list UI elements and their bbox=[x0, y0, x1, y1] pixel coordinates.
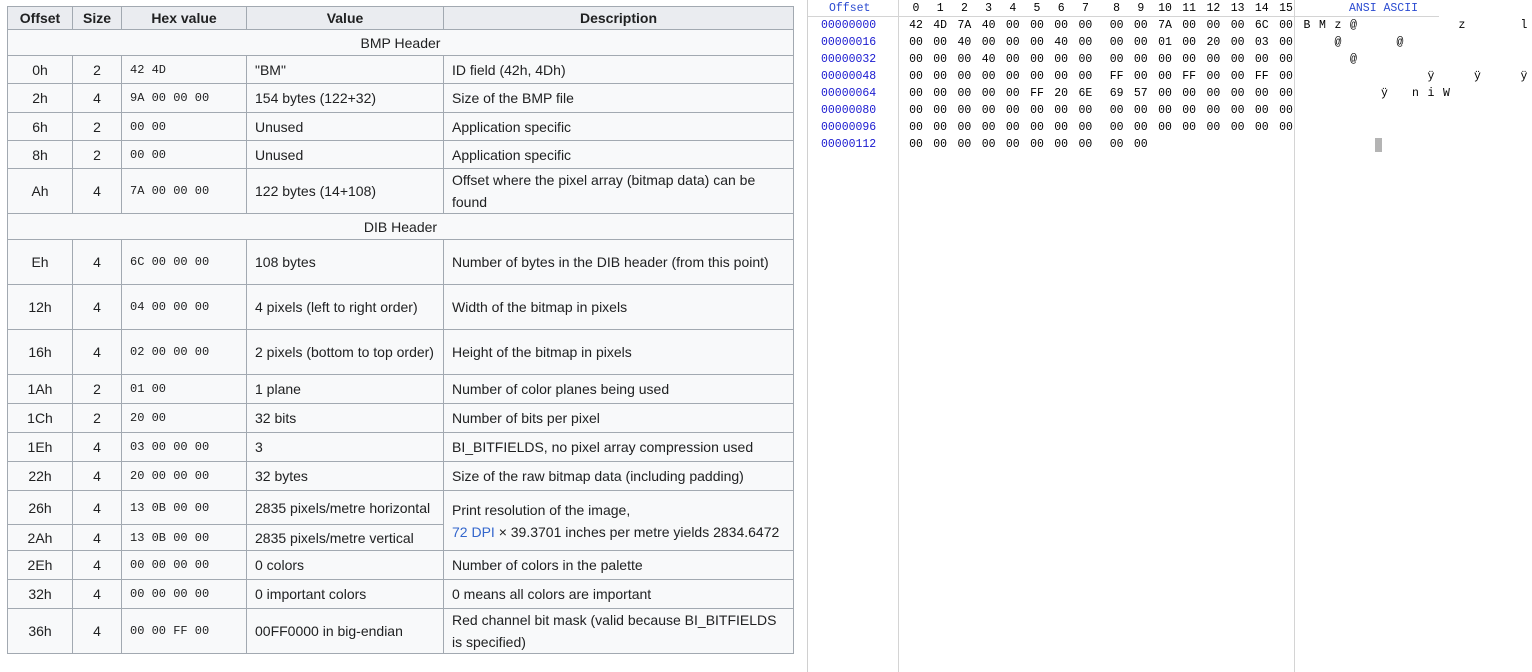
cell-size: 2 bbox=[73, 404, 122, 433]
hex-byte[interactable]: 00 bbox=[1133, 121, 1148, 134]
hex-byte[interactable]: 00 bbox=[981, 138, 996, 151]
hex-byte[interactable]: FF bbox=[1109, 70, 1124, 83]
hex-byte[interactable]: 00 bbox=[1279, 70, 1293, 83]
header-offset: Offset bbox=[8, 7, 73, 30]
byte-column-header: 0 bbox=[912, 2, 920, 15]
hex-byte[interactable]: 00 bbox=[1230, 104, 1245, 117]
hex-byte[interactable]: 40 bbox=[1054, 36, 1069, 49]
hex-byte[interactable]: 00 bbox=[957, 138, 972, 151]
hex-byte[interactable]: 00 bbox=[1254, 121, 1269, 134]
table-row bbox=[8, 169, 794, 214]
hex-byte[interactable]: 00 bbox=[1078, 36, 1093, 49]
cell-description: Width of the bitmap in pixels bbox=[444, 285, 794, 330]
cell-description: Number of bytes in the DIB header (from this point) bbox=[444, 240, 794, 285]
ascii-column-header: ANSI ASCII bbox=[1349, 2, 1419, 15]
hex-byte[interactable]: 00 bbox=[981, 121, 996, 134]
hex-byte[interactable]: 01 bbox=[1158, 36, 1172, 49]
hex-byte[interactable]: 00 bbox=[1206, 87, 1221, 100]
cell-offset: 36h bbox=[8, 609, 73, 654]
cell-offset: 26h bbox=[8, 491, 73, 525]
hex-byte[interactable]: 00 bbox=[1158, 70, 1172, 83]
cell-offset: 6h bbox=[8, 113, 73, 141]
section-title: BMP Header bbox=[8, 30, 794, 56]
cell-hex-value: 7A 00 00 00 bbox=[122, 169, 247, 214]
ascii-char[interactable]: n bbox=[1412, 87, 1419, 100]
cell-hex-value: 02 00 00 00 bbox=[122, 330, 247, 375]
byte-column-header: 8 bbox=[1113, 2, 1121, 15]
byte-column-header: 2 bbox=[960, 2, 968, 15]
hex-byte[interactable]: 00 bbox=[1109, 104, 1124, 117]
cell-size: 4 bbox=[73, 433, 122, 462]
cell-hex-value: 00 00 bbox=[122, 113, 247, 141]
cell-description: Size of the BMP file bbox=[444, 84, 794, 113]
row-offset: 00000016 bbox=[821, 36, 877, 49]
table-header-row bbox=[8, 7, 794, 30]
hex-byte[interactable]: 57 bbox=[1133, 87, 1148, 100]
description-text: × 39.3701 inches per metre yields 2834.6472 bbox=[498, 523, 780, 540]
header-hex-value: Hex value bbox=[122, 7, 247, 30]
hex-byte[interactable]: 00 bbox=[1109, 19, 1124, 32]
hex-byte[interactable]: 00 bbox=[1133, 104, 1148, 117]
hex-byte[interactable]: 00 bbox=[1005, 36, 1020, 49]
row-offset: 00000080 bbox=[821, 104, 877, 117]
hex-byte[interactable]: 00 bbox=[1230, 121, 1245, 134]
cell-description: BI_BITFIELDS, no pixel array compression used bbox=[444, 433, 794, 462]
cell-offset: 1Eh bbox=[8, 433, 73, 462]
hex-byte[interactable]: 00 bbox=[1279, 87, 1293, 100]
cell-description: Size of the raw bitmap data (including padding) bbox=[444, 462, 794, 491]
hex-byte[interactable]: 00 bbox=[1182, 87, 1197, 100]
hex-byte[interactable]: FF bbox=[1254, 70, 1269, 83]
cell-hex-value: 00 00 bbox=[122, 141, 247, 169]
cell-offset: 2Eh bbox=[8, 551, 73, 580]
cell-description: Offset where the pixel array (bitmap data) can be found bbox=[444, 169, 794, 214]
hex-byte[interactable]: 00 bbox=[1230, 87, 1245, 100]
row-offset: 00000064 bbox=[821, 87, 877, 100]
hex-byte[interactable]: 20 bbox=[1054, 87, 1069, 100]
hex-byte[interactable]: 00 bbox=[1206, 121, 1221, 134]
hex-byte[interactable]: 00 bbox=[1005, 53, 1020, 66]
hex-byte[interactable]: 00 bbox=[1158, 121, 1172, 134]
hex-byte[interactable]: 00 bbox=[909, 36, 923, 49]
byte-column-header: 4 bbox=[1009, 2, 1017, 15]
hex-byte[interactable]: 00 bbox=[1254, 87, 1269, 100]
hex-byte[interactable]: 00 bbox=[957, 87, 972, 100]
hex-byte[interactable]: 7A bbox=[1158, 19, 1172, 32]
hex-byte[interactable]: 00 bbox=[1182, 36, 1197, 49]
hex-byte[interactable]: 00 bbox=[933, 138, 948, 151]
cell-value: 2835 pixels/metre horizontal bbox=[247, 491, 444, 525]
hex-byte[interactable]: 00 bbox=[1005, 121, 1020, 134]
table-row bbox=[8, 375, 794, 404]
offset-column-header: Offset bbox=[829, 2, 871, 15]
hex-byte[interactable]: 00 bbox=[1005, 104, 1020, 117]
cell-hex-value: 00 00 00 00 bbox=[122, 580, 247, 609]
hex-byte[interactable]: 00 bbox=[1230, 70, 1245, 83]
hex-byte[interactable]: 00 bbox=[909, 70, 923, 83]
cell-size: 4 bbox=[73, 609, 122, 654]
table-row bbox=[8, 330, 794, 375]
ascii-char[interactable]: z bbox=[1458, 19, 1466, 32]
ascii-char[interactable]: @ bbox=[1350, 19, 1357, 32]
hex-byte[interactable]: 00 bbox=[1054, 70, 1069, 83]
hex-byte[interactable]: 00 bbox=[981, 87, 996, 100]
hex-byte[interactable]: 00 bbox=[1005, 87, 1020, 100]
cell-value: 108 bytes bbox=[247, 240, 444, 285]
cell-hex-value: 00 00 00 00 bbox=[122, 551, 247, 580]
hex-byte[interactable]: 00 bbox=[1078, 138, 1093, 151]
cell-hex-value: 9A 00 00 00 bbox=[122, 84, 247, 113]
hex-byte[interactable]: 00 bbox=[1230, 36, 1245, 49]
cell-offset: 8h bbox=[8, 141, 73, 169]
hex-byte[interactable]: 00 bbox=[1109, 53, 1124, 66]
cell-value: 2 pixels (bottom to top order) bbox=[247, 330, 444, 375]
hex-byte[interactable]: 00 bbox=[933, 70, 948, 83]
hex-byte[interactable]: 40 bbox=[981, 53, 996, 66]
hex-byte[interactable]: 00 bbox=[1005, 138, 1020, 151]
hex-byte[interactable]: 00 bbox=[1109, 121, 1124, 134]
hex-byte[interactable]: 00 bbox=[909, 53, 923, 66]
byte-column-header: 15 bbox=[1279, 2, 1293, 15]
table-row bbox=[8, 609, 794, 654]
table-row bbox=[8, 56, 794, 84]
hex-byte[interactable]: 00 bbox=[1078, 121, 1093, 134]
cell-value: 2835 pixels/metre vertical bbox=[247, 525, 444, 551]
hex-byte[interactable]: 00 bbox=[1005, 19, 1020, 32]
cell-size: 2 bbox=[73, 56, 122, 84]
hex-byte[interactable]: 40 bbox=[981, 19, 996, 32]
byte-column-header: 12 bbox=[1206, 2, 1221, 15]
ascii-char[interactable]: @ bbox=[1396, 36, 1404, 49]
cell-hex-value: 01 00 bbox=[122, 375, 247, 404]
cell-value: 32 bytes bbox=[247, 462, 444, 491]
byte-column-header: 1 bbox=[936, 2, 944, 15]
cell-offset: 22h bbox=[8, 462, 73, 491]
row-offset: 00000032 bbox=[821, 53, 877, 66]
hex-byte[interactable]: 00 bbox=[933, 53, 948, 66]
table-row bbox=[8, 404, 794, 433]
byte-column-header: 11 bbox=[1182, 2, 1197, 15]
ascii-char[interactable]: M bbox=[1319, 19, 1326, 32]
hex-byte[interactable]: 00 bbox=[1030, 70, 1044, 83]
row-offset: 00000096 bbox=[821, 121, 877, 134]
hex-byte[interactable]: 00 bbox=[1206, 104, 1221, 117]
hex-byte[interactable]: 00 bbox=[1030, 138, 1044, 151]
hex-byte[interactable]: 00 bbox=[909, 104, 923, 117]
hex-byte[interactable]: 00 bbox=[1182, 53, 1197, 66]
hex-byte[interactable]: 00 bbox=[1182, 121, 1197, 134]
cell-hex-value: 04 00 00 00 bbox=[122, 285, 247, 330]
byte-column-header: 5 bbox=[1033, 2, 1041, 15]
ascii-char[interactable]: ÿ bbox=[1381, 87, 1388, 100]
hex-byte[interactable]: 00 bbox=[1030, 53, 1044, 66]
hex-byte[interactable]: 00 bbox=[1054, 19, 1069, 32]
cell-value: 0 important colors bbox=[247, 580, 444, 609]
hex-byte[interactable]: 00 bbox=[957, 70, 972, 83]
table-row bbox=[8, 491, 794, 525]
cell-size: 4 bbox=[73, 330, 122, 375]
byte-column-header: 7 bbox=[1081, 2, 1089, 15]
ascii-column-divider bbox=[1294, 0, 1295, 672]
row-offset: 00000000 bbox=[821, 19, 877, 32]
hex-byte[interactable]: 00 bbox=[1158, 87, 1172, 100]
hex-byte[interactable]: 00 bbox=[957, 53, 972, 66]
hex-byte[interactable]: 00 bbox=[1279, 53, 1293, 66]
hex-editor-panel[interactable] bbox=[807, 0, 1528, 672]
cell-description: Application specific bbox=[444, 113, 794, 141]
cell-description: Number of bits per pixel bbox=[444, 404, 794, 433]
hex-byte[interactable]: 00 bbox=[1054, 138, 1069, 151]
cell-size: 2 bbox=[73, 113, 122, 141]
cell-description: Number of color planes being used bbox=[444, 375, 794, 404]
hex-byte[interactable]: 00 bbox=[1279, 36, 1293, 49]
cell-offset: 2Ah bbox=[8, 525, 73, 551]
hex-byte[interactable]: 00 bbox=[1030, 121, 1044, 134]
hex-byte[interactable]: 00 bbox=[1078, 53, 1093, 66]
hex-byte[interactable]: 69 bbox=[1109, 87, 1124, 100]
hex-byte[interactable]: 00 bbox=[1182, 104, 1197, 117]
hex-byte[interactable]: 00 bbox=[981, 36, 996, 49]
table-row bbox=[8, 141, 794, 169]
hex-byte[interactable]: 00 bbox=[1109, 36, 1124, 49]
hex-byte[interactable]: 00 bbox=[1054, 104, 1069, 117]
hex-byte[interactable]: 00 bbox=[1230, 19, 1245, 32]
cell-value: Unused bbox=[247, 141, 444, 169]
byte-column-header: 10 bbox=[1158, 2, 1172, 15]
hex-byte[interactable]: 4D bbox=[933, 19, 948, 32]
hex-byte[interactable]: 00 bbox=[1133, 138, 1148, 151]
hex-byte[interactable]: 00 bbox=[1054, 121, 1069, 134]
hex-byte[interactable]: 6C bbox=[1254, 19, 1269, 32]
hex-byte[interactable]: 00 bbox=[1030, 36, 1044, 49]
cell-offset: Eh bbox=[8, 240, 73, 285]
ascii-char[interactable]: i bbox=[1427, 87, 1435, 100]
hex-byte[interactable]: 00 bbox=[1133, 19, 1148, 32]
cell-hex-value: 00 00 FF 00 bbox=[122, 609, 247, 654]
cell-offset: 12h bbox=[8, 285, 73, 330]
cell-offset: 1Ch bbox=[8, 404, 73, 433]
cell-value: Unused bbox=[247, 113, 444, 141]
section-row bbox=[8, 30, 794, 56]
dpi-link[interactable]: 72 DPI bbox=[452, 523, 495, 540]
hex-byte[interactable]: 00 bbox=[1078, 19, 1093, 32]
bmp-structure-table bbox=[7, 6, 794, 654]
ascii-char[interactable]: ÿ bbox=[1427, 70, 1435, 83]
hex-byte[interactable]: 00 bbox=[1133, 36, 1148, 49]
cell-value: 00FF0000 in big-endian bbox=[247, 609, 444, 654]
hex-byte[interactable]: 03 bbox=[1254, 36, 1269, 49]
cell-description: ID field (42h, 4Dh) bbox=[444, 56, 794, 84]
cell-size: 4 bbox=[73, 240, 122, 285]
hex-byte[interactable]: 00 bbox=[1206, 53, 1221, 66]
section-row bbox=[8, 214, 794, 240]
hex-byte[interactable]: 00 bbox=[933, 121, 948, 134]
hex-byte[interactable]: 00 bbox=[933, 36, 948, 49]
table-row bbox=[8, 580, 794, 609]
offset-column-divider bbox=[898, 0, 899, 672]
hex-byte[interactable]: 00 bbox=[1254, 53, 1269, 66]
cell-value: 3 bbox=[247, 433, 444, 462]
table-row bbox=[8, 551, 794, 580]
hex-byte[interactable]: 7A bbox=[957, 19, 972, 32]
table-row bbox=[8, 84, 794, 113]
cell-description bbox=[444, 491, 794, 551]
hex-byte[interactable]: 6E bbox=[1078, 87, 1093, 100]
hex-byte[interactable]: 00 bbox=[909, 87, 923, 100]
cell-offset: 2h bbox=[8, 84, 73, 113]
cell-size: 4 bbox=[73, 525, 122, 551]
hex-byte[interactable]: 00 bbox=[1279, 19, 1293, 32]
cell-size: 4 bbox=[73, 551, 122, 580]
cell-offset: 0h bbox=[8, 56, 73, 84]
ascii-char[interactable]: W bbox=[1443, 87, 1450, 100]
cell-hex-value: 42 4D bbox=[122, 56, 247, 84]
table-row bbox=[8, 285, 794, 330]
hex-byte[interactable]: 00 bbox=[933, 87, 948, 100]
cell-value: "BM" bbox=[247, 56, 444, 84]
hex-byte[interactable]: 00 bbox=[1133, 70, 1148, 83]
cell-size: 4 bbox=[73, 84, 122, 113]
cell-size: 2 bbox=[73, 375, 122, 404]
byte-column-header: 13 bbox=[1230, 2, 1245, 15]
ascii-char[interactable]: @ bbox=[1350, 53, 1357, 66]
ascii-char[interactable] bbox=[1392, 87, 1408, 100]
table-row bbox=[8, 433, 794, 462]
section-title: DIB Header bbox=[8, 214, 794, 240]
cell-description: Number of colors in the palette bbox=[444, 551, 794, 580]
hex-byte[interactable]: 40 bbox=[957, 36, 972, 49]
row-offset: 00000048 bbox=[821, 70, 877, 83]
row-offset: 00000112 bbox=[821, 138, 877, 151]
cell-description: Application specific bbox=[444, 141, 794, 169]
cell-offset: 32h bbox=[8, 580, 73, 609]
hex-byte[interactable]: 00 bbox=[1158, 53, 1172, 66]
cell-size: 4 bbox=[73, 491, 122, 525]
cell-value: 4 pixels (left to right order) bbox=[247, 285, 444, 330]
hex-byte[interactable]: 00 bbox=[1030, 19, 1044, 32]
hex-byte[interactable]: 00 bbox=[1054, 53, 1069, 66]
ascii-char[interactable]: ÿ bbox=[1474, 70, 1481, 83]
header-divider bbox=[808, 16, 1439, 17]
cell-value: 122 bytes (14+108) bbox=[247, 169, 444, 214]
cell-hex-value: 20 00 bbox=[122, 404, 247, 433]
cell-size: 2 bbox=[73, 141, 122, 169]
ascii-char[interactable]: z bbox=[1334, 19, 1342, 32]
cell-value: 0 colors bbox=[247, 551, 444, 580]
cell-value: 1 plane bbox=[247, 375, 444, 404]
hex-byte[interactable]: 00 bbox=[1206, 70, 1221, 83]
hex-byte[interactable]: 00 bbox=[1279, 121, 1293, 134]
hex-byte[interactable]: 00 bbox=[1005, 70, 1020, 83]
header-value: Value bbox=[247, 7, 444, 30]
header-description: Description bbox=[444, 7, 794, 30]
byte-column-header: 6 bbox=[1057, 2, 1065, 15]
cell-size: 4 bbox=[73, 462, 122, 491]
cell-description: Red channel bit mask (valid because BI_BITFIELDS is specified) bbox=[444, 609, 794, 654]
table-row bbox=[8, 240, 794, 285]
hex-byte[interactable]: 00 bbox=[1109, 138, 1124, 151]
cell-size: 4 bbox=[73, 169, 122, 214]
hex-byte[interactable]: 00 bbox=[1230, 53, 1245, 66]
cell-hex-value: 6C 00 00 00 bbox=[122, 240, 247, 285]
cell-offset: 1Ah bbox=[8, 375, 73, 404]
cell-hex-value: 13 0B 00 00 bbox=[122, 491, 247, 525]
header-size: Size bbox=[73, 7, 122, 30]
hex-byte[interactable]: 00 bbox=[909, 138, 923, 151]
byte-column-header: 9 bbox=[1137, 2, 1145, 15]
hex-byte[interactable]: 00 bbox=[1030, 104, 1044, 117]
hex-byte[interactable]: 00 bbox=[957, 121, 972, 134]
hex-byte[interactable]: 00 bbox=[957, 104, 972, 117]
hex-byte[interactable]: 00 bbox=[1254, 104, 1269, 117]
hex-byte[interactable]: 00 bbox=[1133, 53, 1148, 66]
text-cursor bbox=[1375, 138, 1382, 152]
table-row bbox=[8, 462, 794, 491]
hex-byte[interactable]: 00 bbox=[1078, 70, 1093, 83]
cell-description: Height of the bitmap in pixels bbox=[444, 330, 794, 375]
hex-byte[interactable]: 00 bbox=[1182, 19, 1197, 32]
ascii-char[interactable]: @ bbox=[1334, 36, 1342, 49]
hex-byte[interactable]: 00 bbox=[1158, 104, 1172, 117]
ascii-char[interactable]: B bbox=[1303, 19, 1311, 32]
cell-hex-value: 03 00 00 00 bbox=[122, 433, 247, 462]
hex-byte[interactable]: 00 bbox=[981, 104, 996, 117]
hex-byte[interactable]: 42 bbox=[909, 19, 923, 32]
byte-column-header: 3 bbox=[985, 2, 993, 15]
cell-offset: Ah bbox=[8, 169, 73, 214]
cell-offset: 16h bbox=[8, 330, 73, 375]
cell-value: 154 bytes (122+32) bbox=[247, 84, 444, 113]
hex-byte[interactable]: 00 bbox=[933, 104, 948, 117]
hex-byte[interactable]: 00 bbox=[1206, 19, 1221, 32]
hex-byte[interactable]: 00 bbox=[909, 121, 923, 134]
cell-hex-value: 13 0B 00 00 bbox=[122, 525, 247, 551]
hex-byte[interactable]: FF bbox=[1182, 70, 1197, 83]
cell-value: 32 bits bbox=[247, 404, 444, 433]
hex-byte[interactable]: 00 bbox=[981, 70, 996, 83]
hex-byte[interactable]: 20 bbox=[1206, 36, 1221, 49]
cell-size: 4 bbox=[73, 285, 122, 330]
cell-hex-value: 20 00 00 00 bbox=[122, 462, 247, 491]
hex-byte[interactable]: FF bbox=[1030, 87, 1044, 100]
cell-description: 0 means all colors are important bbox=[444, 580, 794, 609]
ascii-char[interactable]: l bbox=[1520, 19, 1528, 32]
hex-byte[interactable]: 00 bbox=[1279, 104, 1293, 117]
table-row bbox=[8, 113, 794, 141]
hex-byte[interactable]: 00 bbox=[1078, 104, 1093, 117]
ascii-char[interactable]: ÿ bbox=[1520, 70, 1528, 83]
cell-size: 4 bbox=[73, 580, 122, 609]
description-text: Print resolution of the image, bbox=[452, 501, 631, 518]
byte-column-header: 14 bbox=[1254, 2, 1269, 15]
